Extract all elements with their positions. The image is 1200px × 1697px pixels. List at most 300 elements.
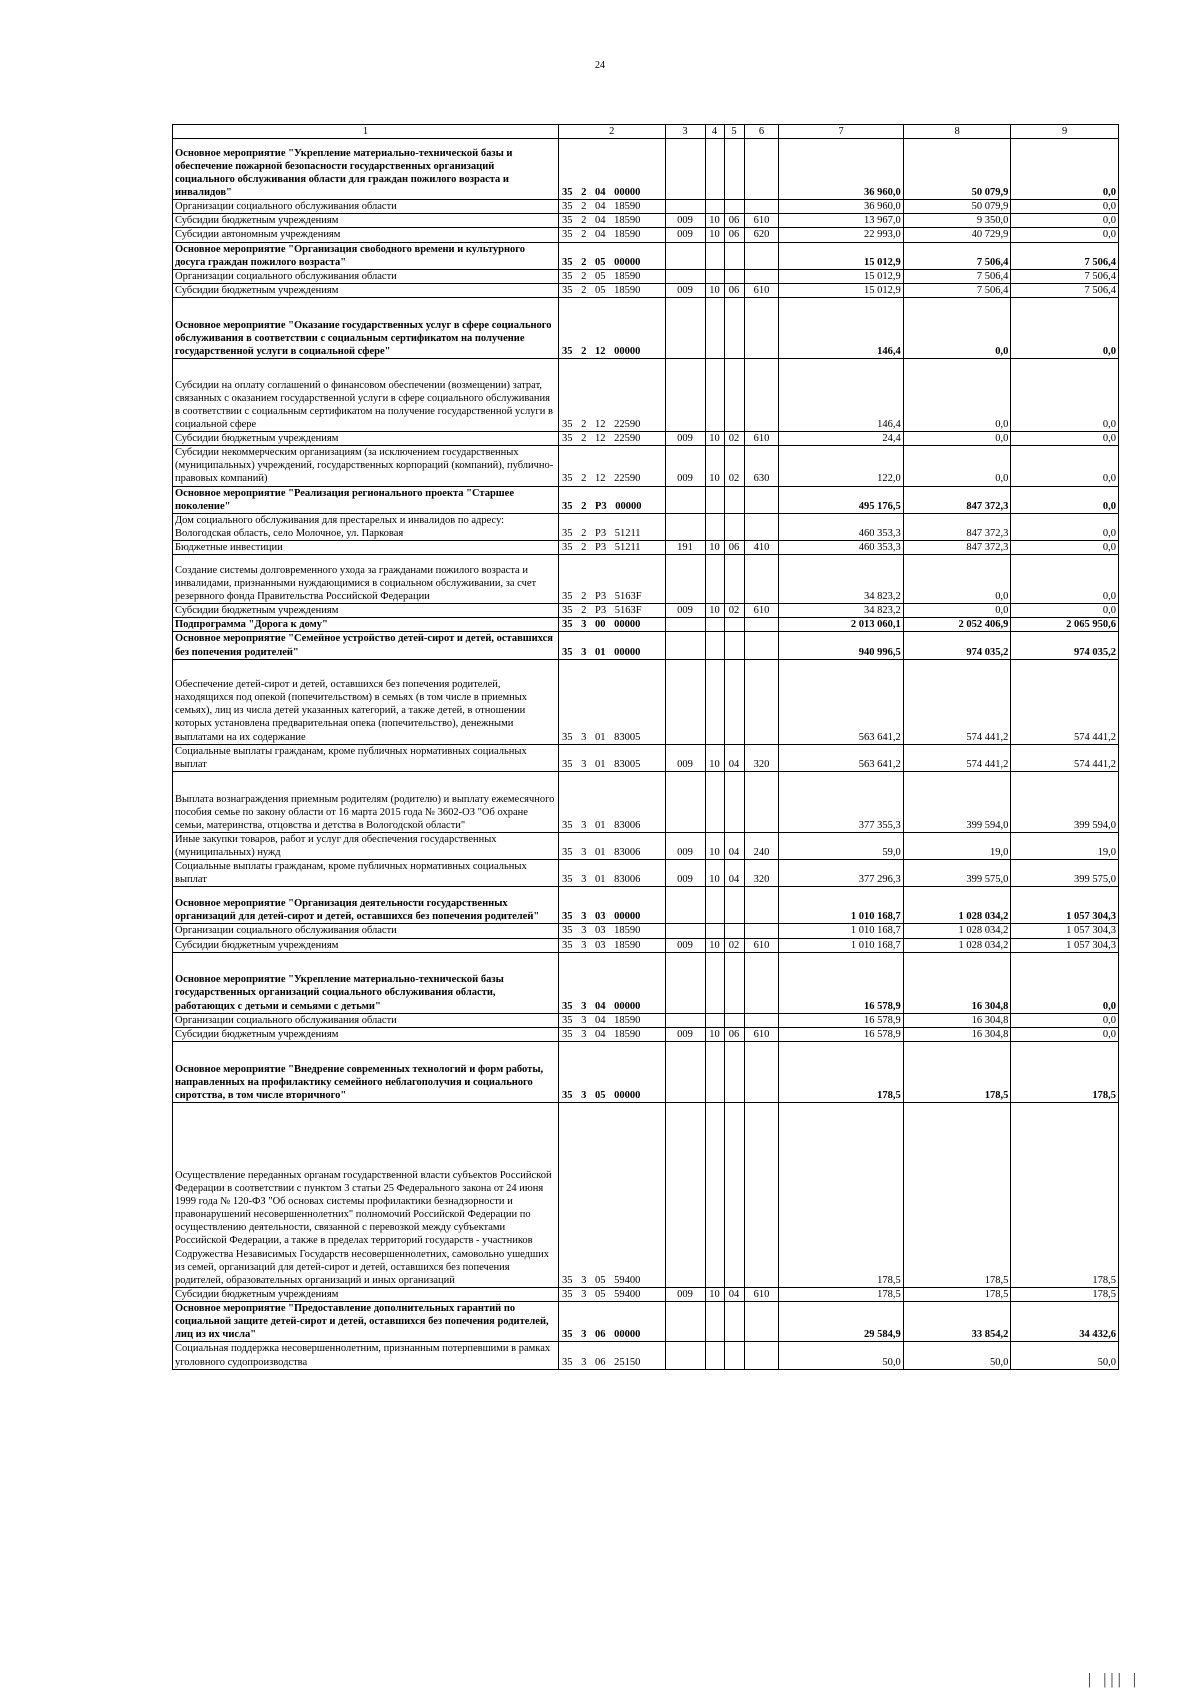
row-name: Иные закупки товаров, работ и услуг для обеспечения государственных (муниципальных) нужд bbox=[173, 832, 559, 859]
expense-type-code bbox=[744, 1013, 779, 1027]
expense-type-code: 620 bbox=[744, 228, 779, 242]
amount-col-9: 0,0 bbox=[1011, 555, 1119, 604]
expense-type-code: 610 bbox=[744, 214, 779, 228]
amount-col-9: 2 065 950,6 bbox=[1011, 618, 1119, 632]
table-row bbox=[173, 887, 1119, 924]
subsection-code bbox=[724, 242, 744, 269]
budget-code: 35 3 04 18590 bbox=[558, 1027, 665, 1041]
subsection-code: 02 bbox=[724, 446, 744, 486]
amount-col-8: 0,0 bbox=[903, 298, 1011, 359]
ministry-code bbox=[665, 1041, 705, 1102]
expense-type-code: 610 bbox=[744, 938, 779, 952]
amount-col-8: 399 575,0 bbox=[903, 860, 1011, 887]
ministry-code bbox=[665, 1342, 705, 1369]
amount-col-9: 399 594,0 bbox=[1011, 771, 1119, 832]
section-code bbox=[705, 659, 724, 744]
section-code bbox=[705, 887, 724, 924]
budget-code: 35 2 12 22590 bbox=[558, 432, 665, 446]
section-code: 10 bbox=[705, 541, 724, 555]
row-name: Субсидии некоммерческим организациям (за исключением государственных (муниципальных) учреждений, государственных корпораций (компаний), публично-правовых компаний) bbox=[173, 446, 559, 486]
table-row bbox=[173, 952, 1119, 1013]
section-code: 10 bbox=[705, 604, 724, 618]
ministry-code: 009 bbox=[665, 744, 705, 771]
amount-col-7: 146,4 bbox=[779, 298, 903, 359]
amount-col-7: 29 584,9 bbox=[779, 1302, 903, 1342]
amount-col-8: 0,0 bbox=[903, 555, 1011, 604]
amount-col-9: 0,0 bbox=[1011, 952, 1119, 1013]
amount-col-7: 178,5 bbox=[779, 1041, 903, 1102]
page-number: 24 bbox=[595, 60, 605, 71]
amount-col-8: 50 079,9 bbox=[903, 139, 1011, 200]
ministry-code bbox=[665, 242, 705, 269]
expense-type-code bbox=[744, 618, 779, 632]
table-row bbox=[173, 214, 1119, 228]
table-row bbox=[173, 1027, 1119, 1041]
section-code: 10 bbox=[705, 832, 724, 859]
subsection-code bbox=[724, 1302, 744, 1342]
amount-col-9: 7 506,4 bbox=[1011, 242, 1119, 269]
column-header: 2 bbox=[558, 125, 665, 139]
table-row bbox=[173, 269, 1119, 283]
budget-code: 35 2 12 22590 bbox=[558, 446, 665, 486]
section-code bbox=[705, 924, 724, 938]
amount-col-8: 0,0 bbox=[903, 604, 1011, 618]
amount-col-8: 16 304,8 bbox=[903, 952, 1011, 1013]
expense-type-code bbox=[744, 771, 779, 832]
budget-code: 35 2 05 18590 bbox=[558, 283, 665, 297]
amount-col-9: 0,0 bbox=[1011, 513, 1119, 540]
row-name: Основное мероприятие "Укрепление материально-технической базы и обеспечение пожарной безопасности государственных организаций социального обслуживания области для граждан пожилого возраста и инвалидов" bbox=[173, 139, 559, 200]
table-row bbox=[173, 632, 1119, 659]
budget-code: 35 3 03 18590 bbox=[558, 938, 665, 952]
subsection-code: 02 bbox=[724, 938, 744, 952]
amount-col-9: 0,0 bbox=[1011, 486, 1119, 513]
amount-col-8: 1 028 034,2 bbox=[903, 938, 1011, 952]
ministry-code bbox=[665, 659, 705, 744]
expense-type-code: 610 bbox=[744, 283, 779, 297]
subsection-code: 04 bbox=[724, 1287, 744, 1301]
amount-col-9: 574 441,2 bbox=[1011, 744, 1119, 771]
budget-code: 35 3 04 00000 bbox=[558, 952, 665, 1013]
subsection-code: 06 bbox=[724, 1027, 744, 1041]
subsection-code: 04 bbox=[724, 744, 744, 771]
budget-table bbox=[172, 124, 1119, 1370]
subsection-code bbox=[724, 924, 744, 938]
budget-code: 35 3 06 25150 bbox=[558, 1342, 665, 1369]
budget-code: 35 2 P3 5163F bbox=[558, 604, 665, 618]
amount-col-7: 178,5 bbox=[779, 1287, 903, 1301]
scan-marks: | ||| | bbox=[1087, 1671, 1140, 1688]
expense-type-code bbox=[744, 298, 779, 359]
expense-type-code bbox=[744, 513, 779, 540]
subsection-code: 06 bbox=[724, 541, 744, 555]
expense-type-code: 410 bbox=[744, 541, 779, 555]
budget-code: 35 3 00 00000 bbox=[558, 618, 665, 632]
amount-col-9: 399 575,0 bbox=[1011, 860, 1119, 887]
expense-type-code: 610 bbox=[744, 1027, 779, 1041]
budget-code: 35 3 01 83006 bbox=[558, 771, 665, 832]
budget-code: 35 2 P3 51211 bbox=[558, 541, 665, 555]
subsection-code bbox=[724, 139, 744, 200]
section-code bbox=[705, 555, 724, 604]
amount-col-7: 34 823,2 bbox=[779, 555, 903, 604]
amount-col-7: 377 355,3 bbox=[779, 771, 903, 832]
table-row bbox=[173, 832, 1119, 859]
row-name: Основное мероприятие "Предоставление дополнительных гарантий по социальной защите детей-сирот и детей, оставшихся без попечения родителей, лиц из их числа" bbox=[173, 1302, 559, 1342]
expense-type-code: 240 bbox=[744, 832, 779, 859]
subsection-code bbox=[724, 952, 744, 1013]
section-code bbox=[705, 1041, 724, 1102]
amount-col-8: 1 028 034,2 bbox=[903, 887, 1011, 924]
amount-col-9: 34 432,6 bbox=[1011, 1302, 1119, 1342]
amount-col-8: 399 594,0 bbox=[903, 771, 1011, 832]
amount-col-9: 0,0 bbox=[1011, 214, 1119, 228]
amount-col-7: 24,4 bbox=[779, 432, 903, 446]
budget-code: 35 3 01 83005 bbox=[558, 744, 665, 771]
row-name: Организации социального обслуживания области bbox=[173, 200, 559, 214]
ministry-code bbox=[665, 887, 705, 924]
ministry-code: 009 bbox=[665, 832, 705, 859]
ministry-code: 009 bbox=[665, 860, 705, 887]
amount-col-9: 574 441,2 bbox=[1011, 659, 1119, 744]
table-row bbox=[173, 618, 1119, 632]
table-row bbox=[173, 938, 1119, 952]
expense-type-code: 630 bbox=[744, 446, 779, 486]
subsection-code bbox=[724, 887, 744, 924]
section-code bbox=[705, 139, 724, 200]
budget-code: 35 2 04 18590 bbox=[558, 200, 665, 214]
row-name: Социальная поддержка несовершеннолетним, признанным потерпевшими в рамках уголовного судопроизводства bbox=[173, 1342, 559, 1369]
amount-col-9: 0,0 bbox=[1011, 1013, 1119, 1027]
expense-type-code bbox=[744, 242, 779, 269]
amount-col-7: 13 967,0 bbox=[779, 214, 903, 228]
row-name: Выплата вознаграждения приемным родителям (родителю) и выплату ежемесячного пособия семье по закону области от 16 марта 2015 года № 3602-ОЗ "Об охране семьи, материнства, отцовства и детства в Вологодской области" bbox=[173, 771, 559, 832]
row-name: Субсидии бюджетным учреждениям bbox=[173, 214, 559, 228]
amount-col-9: 178,5 bbox=[1011, 1102, 1119, 1287]
amount-col-9: 1 057 304,3 bbox=[1011, 938, 1119, 952]
row-name: Социальные выплаты гражданам, кроме публичных нормативных социальных выплат bbox=[173, 860, 559, 887]
section-code: 10 bbox=[705, 214, 724, 228]
ministry-code: 009 bbox=[665, 938, 705, 952]
table-row bbox=[173, 659, 1119, 744]
amount-col-8: 178,5 bbox=[903, 1287, 1011, 1301]
ministry-code bbox=[665, 1013, 705, 1027]
ministry-code bbox=[665, 513, 705, 540]
row-name: Социальные выплаты гражданам, кроме публичных нормативных социальных выплат bbox=[173, 744, 559, 771]
amount-col-7: 563 641,2 bbox=[779, 744, 903, 771]
expense-type-code bbox=[744, 887, 779, 924]
expense-type-code bbox=[744, 1102, 779, 1287]
expense-type-code bbox=[744, 659, 779, 744]
expense-type-code bbox=[744, 269, 779, 283]
amount-col-8: 7 506,4 bbox=[903, 269, 1011, 283]
budget-code: 35 2 P3 5163F bbox=[558, 555, 665, 604]
row-name: Дом социального обслуживания для престарелых и инвалидов по адресу: Вологодская область, село Молочное, ул. Парковая bbox=[173, 513, 559, 540]
amount-col-9: 50,0 bbox=[1011, 1342, 1119, 1369]
row-name: Основное мероприятие "Организация деятельности государственных организаций для детей-сирот и детей, оставшихся без попечения родителей" bbox=[173, 887, 559, 924]
budget-code: 35 2 12 00000 bbox=[558, 298, 665, 359]
amount-col-8: 50 079,9 bbox=[903, 200, 1011, 214]
expense-type-code bbox=[744, 1041, 779, 1102]
amount-col-7: 16 578,9 bbox=[779, 1013, 903, 1027]
row-name: Субсидии бюджетным учреждениям bbox=[173, 1287, 559, 1301]
row-name: Основное мероприятие "Внедрение современных технологий и форм работы, направленных на профилактику семейного неблагополучия и социального сиротства, в том числе вторичного" bbox=[173, 1041, 559, 1102]
row-name: Субсидии бюджетным учреждениям bbox=[173, 1027, 559, 1041]
table-row bbox=[173, 486, 1119, 513]
row-name: Субсидии на оплату соглашений о финансовом обеспечении (возмещении) затрат, связанных с оказанием государственной услуги в сфере социального обслуживания в соответствии с социальным сертификатом на получение государственной услуги в социальной сфере bbox=[173, 359, 559, 432]
expense-type-code bbox=[744, 1302, 779, 1342]
section-code: 10 bbox=[705, 1287, 724, 1301]
subsection-code bbox=[724, 1041, 744, 1102]
section-code bbox=[705, 1302, 724, 1342]
subsection-code bbox=[724, 298, 744, 359]
budget-code: 35 3 03 18590 bbox=[558, 924, 665, 938]
row-name: Организации социального обслуживания области bbox=[173, 269, 559, 283]
amount-col-8: 9 350,0 bbox=[903, 214, 1011, 228]
amount-col-7: 2 013 060,1 bbox=[779, 618, 903, 632]
row-name: Подпрограмма "Дорога к дому" bbox=[173, 618, 559, 632]
amount-col-7: 59,0 bbox=[779, 832, 903, 859]
budget-code: 35 2 P3 00000 bbox=[558, 486, 665, 513]
amount-col-9: 0,0 bbox=[1011, 604, 1119, 618]
expense-type-code: 610 bbox=[744, 1287, 779, 1301]
section-code bbox=[705, 771, 724, 832]
amount-col-7: 16 578,9 bbox=[779, 952, 903, 1013]
budget-code: 35 2 12 22590 bbox=[558, 359, 665, 432]
subsection-code bbox=[724, 555, 744, 604]
table-row bbox=[173, 513, 1119, 540]
ministry-code: 009 bbox=[665, 1287, 705, 1301]
row-name: Создание системы долговременного ухода за гражданами пожилого возраста и инвалидами, признанными нуждающимися в социальном обслуживании, за счет резервного фонда Правительства Российской Федерации bbox=[173, 555, 559, 604]
column-header: 9 bbox=[1011, 125, 1119, 139]
budget-code: 35 3 06 00000 bbox=[558, 1302, 665, 1342]
row-name: Субсидии бюджетным учреждениям bbox=[173, 604, 559, 618]
section-code bbox=[705, 618, 724, 632]
expense-type-code bbox=[744, 359, 779, 432]
amount-col-7: 178,5 bbox=[779, 1102, 903, 1287]
subsection-code bbox=[724, 1013, 744, 1027]
amount-col-7: 36 960,0 bbox=[779, 200, 903, 214]
table-row bbox=[173, 1302, 1119, 1342]
amount-col-8: 847 372,3 bbox=[903, 541, 1011, 555]
section-code bbox=[705, 952, 724, 1013]
expense-type-code bbox=[744, 924, 779, 938]
section-code bbox=[705, 298, 724, 359]
section-code bbox=[705, 1102, 724, 1287]
section-code bbox=[705, 242, 724, 269]
ministry-code: 009 bbox=[665, 1027, 705, 1041]
table-row bbox=[173, 541, 1119, 555]
table-row bbox=[173, 432, 1119, 446]
amount-col-8: 574 441,2 bbox=[903, 744, 1011, 771]
table-row bbox=[173, 359, 1119, 432]
row-name: Основное мероприятие "Семейное устройство детей-сирот и детей, оставшихся без попечения родителей" bbox=[173, 632, 559, 659]
amount-col-7: 34 823,2 bbox=[779, 604, 903, 618]
amount-col-9: 974 035,2 bbox=[1011, 632, 1119, 659]
amount-col-7: 22 993,0 bbox=[779, 228, 903, 242]
table-row bbox=[173, 771, 1119, 832]
budget-code: 35 2 05 18590 bbox=[558, 269, 665, 283]
amount-col-8: 50,0 bbox=[903, 1342, 1011, 1369]
expense-type-code: 610 bbox=[744, 432, 779, 446]
amount-col-9: 0,0 bbox=[1011, 228, 1119, 242]
section-code bbox=[705, 513, 724, 540]
row-name: Основное мероприятие "Реализация регионального проекта "Старшее поколение" bbox=[173, 486, 559, 513]
subsection-code bbox=[724, 269, 744, 283]
section-code: 10 bbox=[705, 432, 724, 446]
amount-col-7: 1 010 168,7 bbox=[779, 924, 903, 938]
ministry-code bbox=[665, 298, 705, 359]
section-code: 10 bbox=[705, 228, 724, 242]
amount-col-8: 178,5 bbox=[903, 1041, 1011, 1102]
expense-type-code: 610 bbox=[744, 604, 779, 618]
amount-col-9: 0,0 bbox=[1011, 359, 1119, 432]
column-header: 6 bbox=[744, 125, 779, 139]
subsection-code bbox=[724, 486, 744, 513]
amount-col-7: 50,0 bbox=[779, 1342, 903, 1369]
row-name: Осуществление переданных органам государственной власти субъектов Российской Федерации в соответствии с пунктом 3 статьи 25 Федерального закона от 24 июня 1999 года № 120-ФЗ "Об основах системы профилактики безнадзорности и правонарушений несовершеннолетних" полномочий Российской Федерации по осуществлению деятельности, связанной с перевозкой между субъектами Российской Федерации, а также в пределах территорий государств - участников Содружества Независимых Государств несовершеннолетних, самовольно ушедших из семей, организаций для детей-сирот и детей, оставшихся без попечения родителей, образовательных организаций и иных организаций bbox=[173, 1102, 559, 1287]
column-header: 1 bbox=[173, 125, 559, 139]
ministry-code: 191 bbox=[665, 541, 705, 555]
ministry-code bbox=[665, 555, 705, 604]
amount-col-9: 7 506,4 bbox=[1011, 269, 1119, 283]
ministry-code bbox=[665, 1102, 705, 1287]
section-code bbox=[705, 269, 724, 283]
ministry-code bbox=[665, 632, 705, 659]
amount-col-7: 1 010 168,7 bbox=[779, 938, 903, 952]
amount-col-7: 16 578,9 bbox=[779, 1027, 903, 1041]
subsection-code bbox=[724, 659, 744, 744]
ministry-code bbox=[665, 952, 705, 1013]
amount-col-9: 0,0 bbox=[1011, 432, 1119, 446]
ministry-code: 009 bbox=[665, 214, 705, 228]
row-name: Субсидии бюджетным учреждениям bbox=[173, 283, 559, 297]
amount-col-9: 0,0 bbox=[1011, 1027, 1119, 1041]
amount-col-9: 0,0 bbox=[1011, 200, 1119, 214]
amount-col-8: 1 028 034,2 bbox=[903, 924, 1011, 938]
row-name: Субсидии бюджетным учреждениям bbox=[173, 432, 559, 446]
amount-col-7: 36 960,0 bbox=[779, 139, 903, 200]
table-row bbox=[173, 200, 1119, 214]
amount-col-9: 0,0 bbox=[1011, 298, 1119, 359]
budget-code: 35 2 04 18590 bbox=[558, 214, 665, 228]
table-row bbox=[173, 744, 1119, 771]
budget-code: 35 3 05 59400 bbox=[558, 1102, 665, 1287]
ministry-code: 009 bbox=[665, 446, 705, 486]
subsection-code: 04 bbox=[724, 860, 744, 887]
table-row bbox=[173, 1013, 1119, 1027]
table-body bbox=[173, 139, 1119, 1370]
expense-type-code bbox=[744, 1342, 779, 1369]
table-row bbox=[173, 446, 1119, 486]
table-row bbox=[173, 924, 1119, 938]
ministry-code bbox=[665, 771, 705, 832]
amount-col-7: 563 641,2 bbox=[779, 659, 903, 744]
expense-type-code: 320 bbox=[744, 860, 779, 887]
amount-col-7: 15 012,9 bbox=[779, 269, 903, 283]
amount-col-9: 0,0 bbox=[1011, 541, 1119, 555]
budget-code: 35 3 03 00000 bbox=[558, 887, 665, 924]
ministry-code: 009 bbox=[665, 432, 705, 446]
ministry-code bbox=[665, 200, 705, 214]
section-code bbox=[705, 1013, 724, 1027]
amount-col-8: 19,0 bbox=[903, 832, 1011, 859]
amount-col-8: 16 304,8 bbox=[903, 1013, 1011, 1027]
row-name: Основное мероприятие "Организация свободного времени и культурного досуга граждан пожилого возраста" bbox=[173, 242, 559, 269]
budget-code: 35 3 04 18590 bbox=[558, 1013, 665, 1027]
subsection-code: 02 bbox=[724, 432, 744, 446]
ministry-code bbox=[665, 139, 705, 200]
table-row bbox=[173, 228, 1119, 242]
table-row bbox=[173, 604, 1119, 618]
budget-code: 35 3 01 83006 bbox=[558, 832, 665, 859]
amount-col-7: 1 010 168,7 bbox=[779, 887, 903, 924]
amount-col-7: 460 353,3 bbox=[779, 541, 903, 555]
budget-code: 35 2 05 00000 bbox=[558, 242, 665, 269]
budget-code: 35 2 04 18590 bbox=[558, 228, 665, 242]
amount-col-7: 122,0 bbox=[779, 446, 903, 486]
table-row bbox=[173, 1041, 1119, 1102]
row-name: Обеспечение детей-сирот и детей, оставшихся без попечения родителей, находящихся под опекой (попечительством) в семьях (в том числе в приемных семьях), лиц из числа детей указанных категорий, а также детей, в отношении которых установлена предварительная опека (попечительство), денежными выплатами на их содержание bbox=[173, 659, 559, 744]
expense-type-code bbox=[744, 952, 779, 1013]
subsection-code: 06 bbox=[724, 214, 744, 228]
subsection-code bbox=[724, 632, 744, 659]
amount-col-7: 15 012,9 bbox=[779, 242, 903, 269]
amount-col-8: 178,5 bbox=[903, 1102, 1011, 1287]
subsection-code: 04 bbox=[724, 832, 744, 859]
table-row bbox=[173, 139, 1119, 200]
amount-col-8: 847 372,3 bbox=[903, 513, 1011, 540]
row-name: Бюджетные инвестиции bbox=[173, 541, 559, 555]
amount-col-9: 178,5 bbox=[1011, 1287, 1119, 1301]
column-header: 4 bbox=[705, 125, 724, 139]
table-row bbox=[173, 242, 1119, 269]
amount-col-8: 574 441,2 bbox=[903, 659, 1011, 744]
amount-col-8: 0,0 bbox=[903, 432, 1011, 446]
budget-code: 35 3 01 83005 bbox=[558, 659, 665, 744]
row-name: Основное мероприятие "Оказание государственных услуг в сфере социального обслуживания в соответствии с социальным сертификатом на получение государственной услуги в социальной сфере" bbox=[173, 298, 559, 359]
amount-col-8: 33 854,2 bbox=[903, 1302, 1011, 1342]
ministry-code: 009 bbox=[665, 283, 705, 297]
amount-col-9: 1 057 304,3 bbox=[1011, 887, 1119, 924]
row-name: Субсидии автономным учреждениям bbox=[173, 228, 559, 242]
amount-col-8: 40 729,9 bbox=[903, 228, 1011, 242]
amount-col-9: 19,0 bbox=[1011, 832, 1119, 859]
amount-col-8: 16 304,8 bbox=[903, 1027, 1011, 1041]
subsection-code bbox=[724, 1342, 744, 1369]
column-header: 7 bbox=[779, 125, 903, 139]
table-row bbox=[173, 298, 1119, 359]
amount-col-9: 1 057 304,3 bbox=[1011, 924, 1119, 938]
table-row bbox=[173, 1102, 1119, 1287]
amount-col-7: 460 353,3 bbox=[779, 513, 903, 540]
section-code bbox=[705, 632, 724, 659]
table-row bbox=[173, 1342, 1119, 1369]
table-row bbox=[173, 555, 1119, 604]
ministry-code: 009 bbox=[665, 228, 705, 242]
expense-type-code bbox=[744, 555, 779, 604]
subsection-code bbox=[724, 771, 744, 832]
amount-col-8: 0,0 bbox=[903, 446, 1011, 486]
section-code: 10 bbox=[705, 446, 724, 486]
amount-col-8: 7 506,4 bbox=[903, 242, 1011, 269]
section-code: 10 bbox=[705, 860, 724, 887]
amount-col-9: 0,0 bbox=[1011, 446, 1119, 486]
section-code bbox=[705, 200, 724, 214]
expense-type-code bbox=[744, 139, 779, 200]
subsection-code bbox=[724, 1102, 744, 1287]
amount-col-8: 847 372,3 bbox=[903, 486, 1011, 513]
